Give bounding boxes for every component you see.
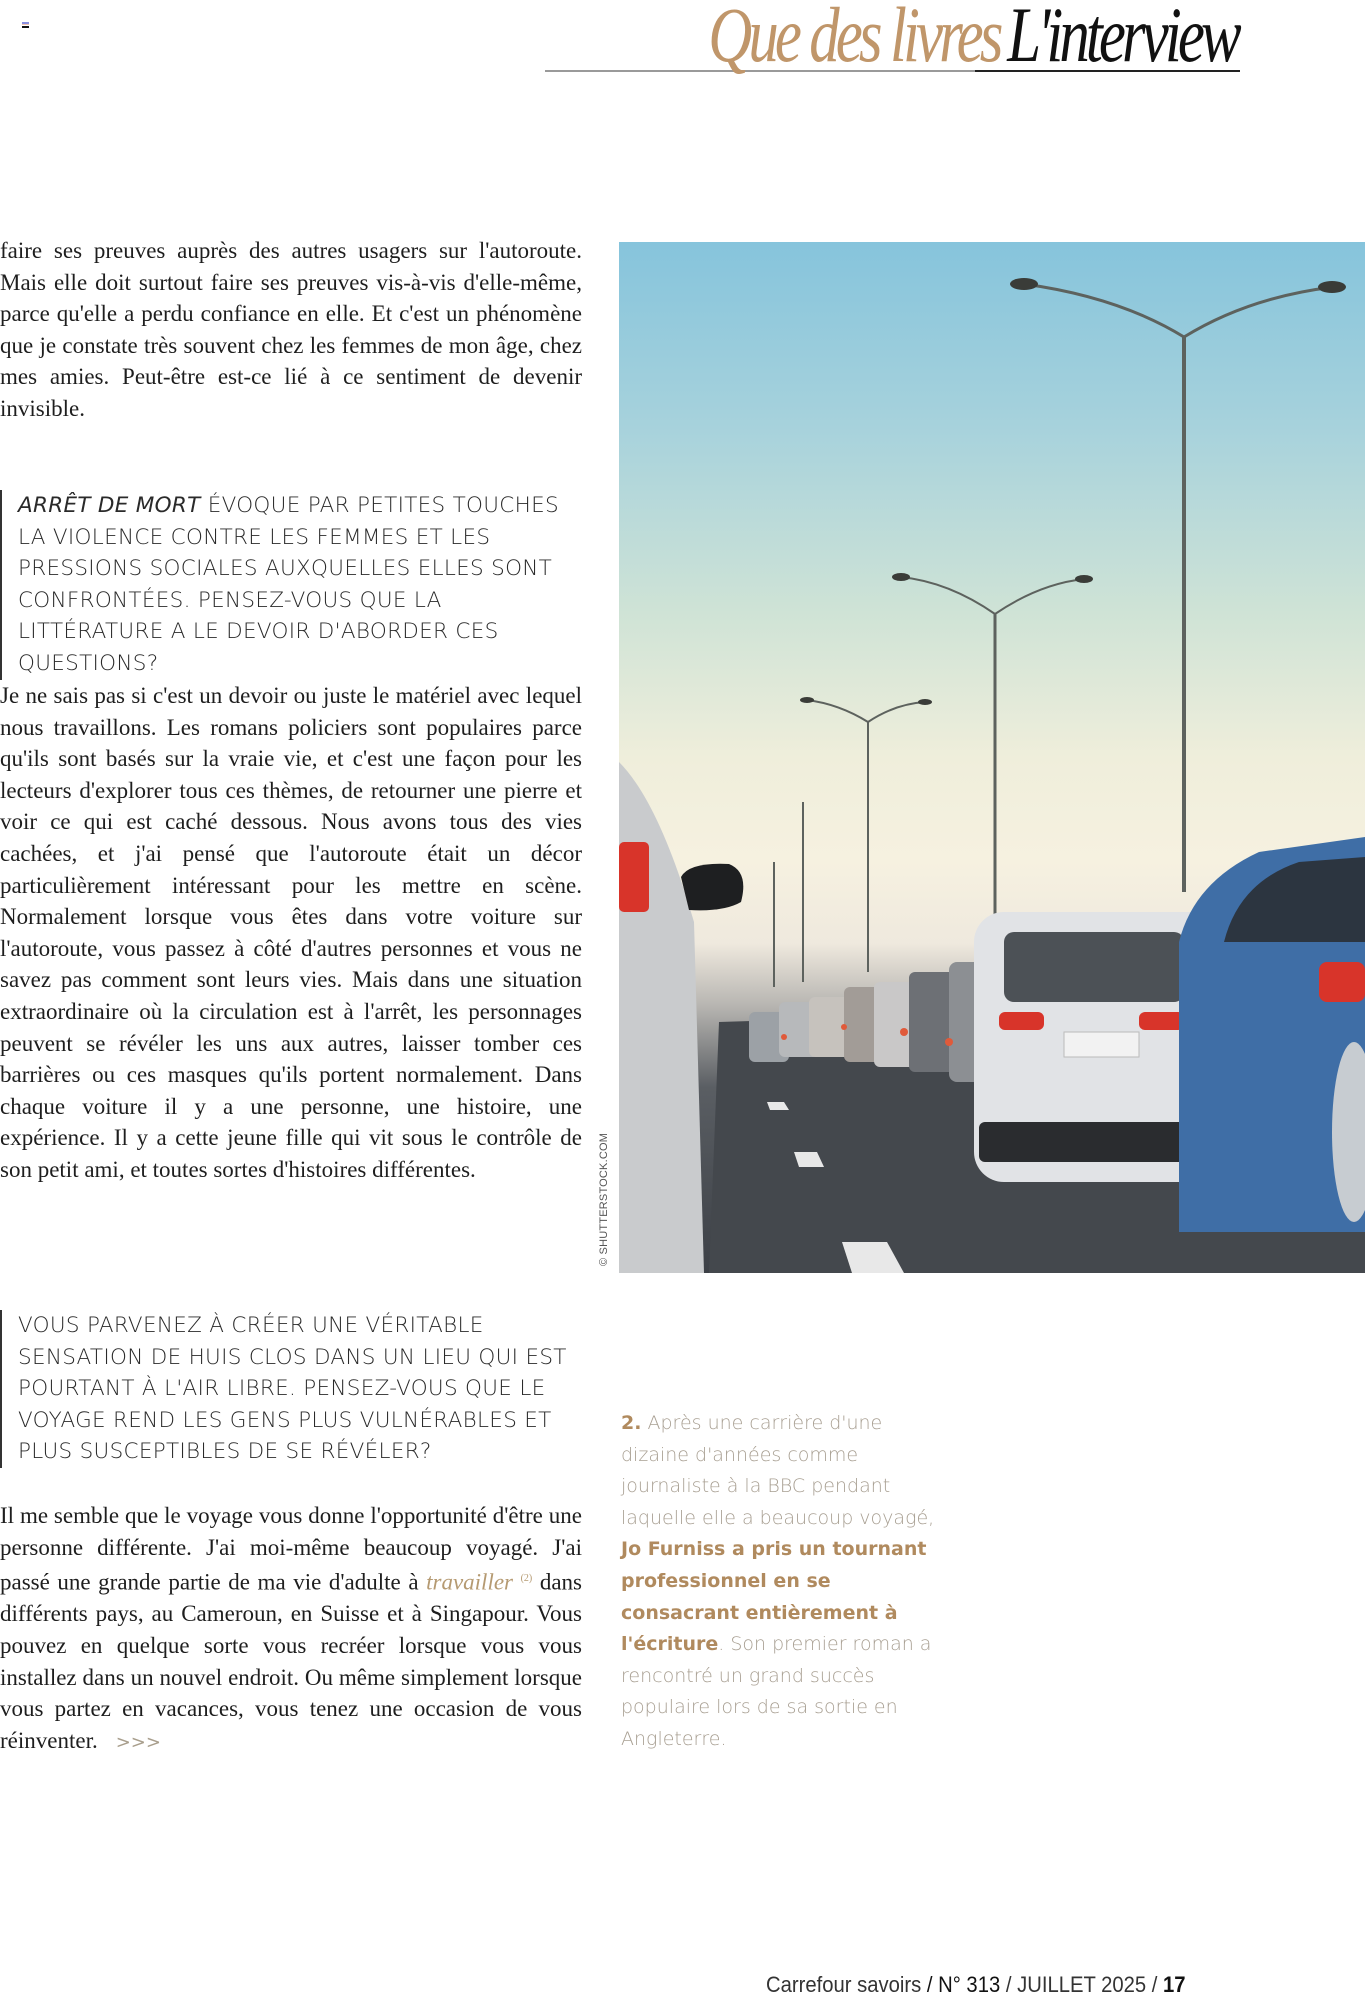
question-text: VOUS PARVENEZ À CRÉER UNE VÉRITABLE SENSATION DE HUIS CLOS DANS UN LIEU QUI EST POURTANT À L'AIR LIBRE. PENSEZ-VOUS QUE LE VOYAGE REND LES GENS PLUS VULNÉRABLES ET PLUS SUSCEPTIBLES DE SE RÉVÉLER? xyxy=(18,1313,567,1465)
answer-text: Je ne sais pas si c'est un devoir ou juste le matériel avec lequel nous travaillons. Les romans policiers sont populaires parce qu'ils sont basés sur la vraie vie, et c'est une façon pour les lecteurs d'explorer tous ces thèmes, de retourner une pierre et voir ce qui est caché dessous. Nous avons tous des vies cachées, et j'ai pensé que l'autoroute était un décor particulièrement intéressant pour les mettre en scène. Normalement lorsque vous êtes dans votre voiture sur l'autoroute, vous passez à côté d'autres personnes et vous ne savez pas comment sont leurs vies. Mais dans une situation extraordinaire où la circulation est à l'arrêt, les personnages peuvent se révéler les uns aux autres, laisser tomber ces barrières ou ces masques qu'ils portent normalement. Dans chaque voiture il y a une personne, une histoire, une expérience. Il y a cette jeune fille qui vit sous le contrôle de son petit ami, et toutes sortes d'histoires différentes. xyxy=(0,683,582,1182)
traffic-illustration xyxy=(619,242,1365,1273)
page-number: 17 xyxy=(1162,1972,1186,1997)
issue-number: N° 313 xyxy=(938,1972,1001,1997)
footnote-link-travailler[interactable]: travailler xyxy=(426,1569,513,1595)
article-paragraph-1 xyxy=(0,235,582,425)
masthead xyxy=(545,0,1240,100)
continue-marker: >>> xyxy=(115,1731,161,1753)
subsection-name: L'interview xyxy=(1007,0,1238,78)
section-name: Que des livres xyxy=(708,0,1000,78)
page-footer: Carrefour savoirs / N° 313 / JUILLET 2025 / 17 xyxy=(766,1972,1186,1997)
footnote-sidebar: 2. Après une carrière d'une dizaine d'années comme journaliste à la BBC pendant laquelle elle a beaucoup voyagé, Jo Furniss a pris un tournant professionnel en se consacrant entièrement à l'écriture. Son premier roman a rencontré un grand succès populaire lors de sa sortie en Angleterre. xyxy=(621,1412,935,1750)
traffic-jam-photo xyxy=(619,242,1365,1273)
footnote-highlight: Jo Furniss a pris un tournant professionnel en se consacrant entièrement à l'écriture xyxy=(621,1538,927,1656)
question-1 xyxy=(0,490,578,680)
masthead-title xyxy=(708,0,1238,78)
issue-date: JUILLET 2025 xyxy=(1017,1972,1147,1997)
magazine-name: Carrefour savoirs xyxy=(766,1972,922,1997)
book-title: ARRÊT DE MORT xyxy=(18,493,201,518)
answer-text: Il me semble que le voyage vous donne l'opportunité d'être une personne différente. J'ai moi-même beaucoup voyagé. J'ai passé une grande partie de ma vie d'adulte à travailler $^{(2)}$ dans différents pays, au Cameroun, en Suisse et à Singapour. Vous pouvez en quelque sorte vous recréer lorsque vous vous installez dans un nouvel endroit. Ou même simplement lorsque vous partez en vacances, vous tenez une occasion de vous réinventer. >>> xyxy=(0,1503,582,1753)
answer-1 xyxy=(0,680,582,1186)
answer-2 xyxy=(0,1500,582,1758)
question-text: ÉVOQUE PAR PETITES TOUCHES LA VIOLENCE CONTRE LES FEMMES ET LES PRESSIONS SOCIALES AUXQUELLES ELLES SONT CONFRONTÉES. PENSEZ-VOUS QUE LA LITTÉRATURE A LE DEVOIR D'ABORDER CES QUESTIONS? xyxy=(18,493,559,676)
paragraph-text: faire ses preuves auprès des autres usagers sur l'autoroute. Mais elle doit surtout faire ses preuves vis-à-vis d'elle-même, parce qu'elle a perdu confiance en elle. Et c'est un phénomène que je constate très souvent chez les femmes de mon âge, chez mes amies. Peut-être est-ce lié à ce sentiment de devenir invisible. xyxy=(0,238,582,421)
print-registration-mark xyxy=(22,22,29,29)
footnote-ref[interactable]: (2) xyxy=(520,1573,533,1585)
photo-credit: © SHUTTERSTOCK.COM xyxy=(598,1132,610,1266)
footnote-number: 2. xyxy=(621,1412,642,1434)
question-2 xyxy=(0,1310,580,1468)
